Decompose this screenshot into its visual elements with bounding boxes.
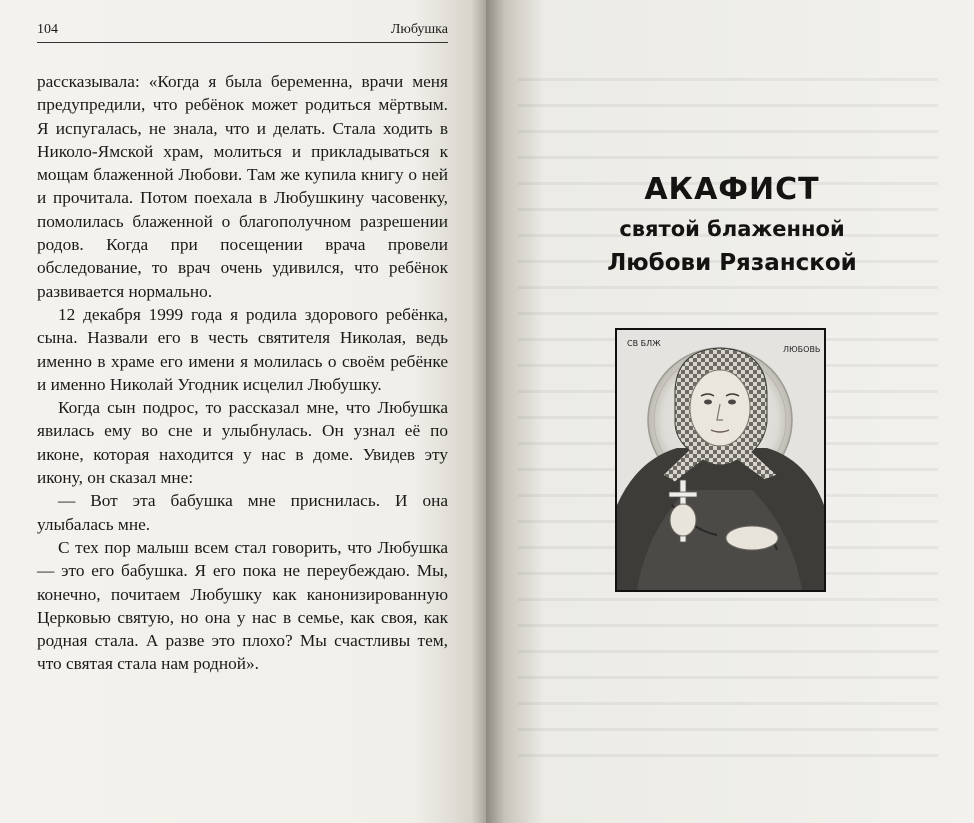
running-head: [37, 22, 448, 43]
icon-inscription-left: СВ БЛЖ: [627, 339, 661, 348]
paragraph: рассказывала: «Когда я была беременна, врачи меня предупредили, что ребёнок может родиться мёртвым. Я испугалась, не знала, что и делать. Стала ходить в Николо-Ямской храм, молиться и прикладываться к мощам блаженной Любови. Там же купила книгу о ней и прочитала. Потом поехала в Любушкину часовенку, помолилась блаженной о благополучном разрешении родов. Когда при посещении врача провели обследование, то врач очень удивился, что ребёнок развивается нормально.: [37, 72, 448, 301]
paragraph: 12 декабря 1999 года я родила здорового ребёнка, сына. Назвали его в честь святителя Николая, ведь именно в храме его имени я молилась о своём ребёнке и именно Николай Угодник исцелил Любушку.: [37, 304, 448, 394]
akathist-subtitle-line2: Любови Рязанской: [607, 250, 857, 276]
akathist-title: АКАФИСТ: [644, 172, 820, 207]
saint-portrait-icon: [617, 330, 824, 590]
akathist-subtitle-line1: святой блаженной: [619, 217, 845, 241]
paragraph: С тех пор малыш всем стал говорить, что Любушка — это его бабушка. Я его пока не переубеждаю. Мы, конечно, почитаем Любушку как канонизированную Церковью святую, но она у нас в семье, как своя, как родная стала. А разве это плохо? Мы счастливы тем, что святая стала нам родной».: [37, 537, 448, 674]
running-title: Любушка: [390, 22, 448, 37]
page-number: 104: [37, 22, 58, 37]
paragraph: Когда сын подрос, то рассказал мне, что Любушка явилась ему во сне и улыбнулась. Он узнал её по иконе, которая находится у нас в доме. Увидев эту икону, он сказал мне:: [37, 398, 448, 488]
icon-inscription-right: ЛЮБОВЬ: [783, 345, 821, 354]
body-text: [37, 70, 448, 676]
akathist-title-block: [562, 170, 902, 280]
saint-icon-image: [615, 328, 826, 592]
paragraph: — Вот эта бабушка мне приснилась. И она улыбалась мне.: [37, 491, 448, 534]
left-page: [0, 0, 486, 823]
